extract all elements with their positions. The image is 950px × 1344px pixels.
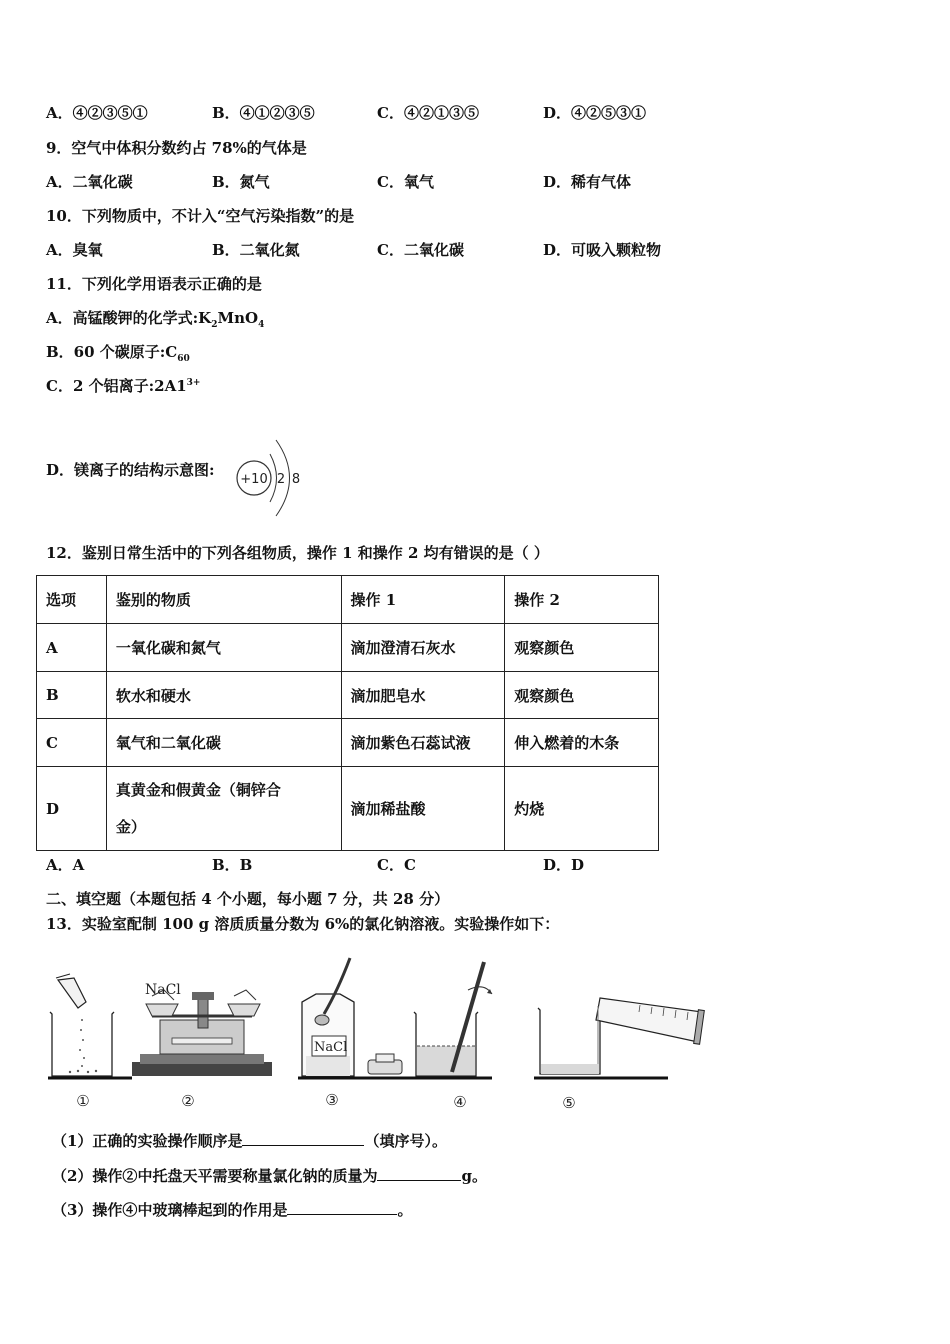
row-a-operation-1: 滴加澄清石灰水: [341, 624, 505, 672]
q13-sub3-answer-blank[interactable]: [287, 1200, 397, 1215]
q13-sub2-text: （2）操作②中托盘天平需要称量氯化钠的质量为: [52, 1167, 378, 1185]
row-c-operation-2: 伸入燃着的木条: [505, 719, 659, 767]
row-d-operation-2: 灼烧: [505, 767, 659, 851]
q12-option-b[interactable]: B．B: [212, 856, 253, 874]
shell-2-count: 8: [291, 472, 301, 487]
shell-1-count: 2: [276, 472, 286, 487]
q8-options: [46, 102, 686, 124]
row-a-option: A: [37, 624, 107, 672]
q11-option-b[interactable]: [46, 341, 190, 364]
bottle-nacl-label: NaCl: [314, 1040, 348, 1055]
q13-sub1-text: （1）正确的实验操作顺序是: [52, 1132, 243, 1150]
header-operation-1: 操作 1: [341, 576, 505, 624]
q13-sub2-answer-blank[interactable]: [377, 1166, 461, 1181]
row-d-operation-1: 滴加稀盐酸: [341, 767, 505, 851]
row-c-substance: 氧气和二氧化碳: [106, 719, 341, 767]
q11-stem: 11．下列化学用语表示正确的是: [46, 275, 262, 293]
figure-label-3: ③: [325, 1091, 339, 1109]
q11-c-text: C．2 个铝离子:2A1: [46, 377, 187, 395]
step5-pour-liquid: [534, 998, 704, 1078]
row-c-option: C: [37, 719, 107, 767]
q9-option-c[interactable]: C．氧气: [377, 173, 434, 191]
row-b-operation-1: 滴加肥皂水: [341, 672, 505, 719]
figure-label-5: ⑤: [562, 1094, 576, 1112]
mg-ion-structure-diagram: [230, 432, 310, 518]
q11-a-mid: MnO: [217, 309, 259, 327]
q9-stem: 9．空气中体积分数约占 78%的气体是: [46, 139, 307, 157]
q13-sub3-text: （3）操作④中玻璃棒起到的作用是: [52, 1201, 288, 1219]
q11-option-c[interactable]: [46, 375, 200, 396]
q11-c-sup: 3+: [186, 378, 201, 388]
q11-a-sub2: 4: [258, 320, 265, 330]
q12-stem: 12．鉴别日常生活中的下列各组物质，操作 1 和操作 2 均有错误的是（ ）: [46, 544, 549, 562]
q10-option-d[interactable]: D．可吸入颗粒物: [543, 241, 662, 259]
q10-option-c[interactable]: C．二氧化碳: [377, 241, 464, 259]
row-b-operation-2: 观察颜色: [505, 672, 659, 719]
q11-b-text: B．60 个碳原子:C: [46, 343, 178, 361]
q12-option-c[interactable]: C．C: [377, 856, 416, 874]
row-d-substance-line1: 真黄金和假黄金（铜锌合: [115, 780, 281, 799]
q8-option-a[interactable]: A．④②③⑤①: [46, 104, 148, 122]
q13-sub3-tail: 。: [397, 1201, 413, 1219]
balance-nacl-label: NaCl: [145, 982, 181, 998]
q13-sub1-answer-blank[interactable]: [242, 1131, 364, 1146]
row-c-operation-1: 滴加紫色石蕊试液: [341, 719, 505, 767]
figure-label-4: ④: [453, 1093, 467, 1111]
q13-sub2: [52, 1165, 487, 1186]
row-d-option: D: [37, 767, 107, 851]
q11-option-d[interactable]: [46, 459, 215, 480]
row-b-option: B: [37, 672, 107, 719]
figure-label-2: ②: [181, 1092, 195, 1110]
table-row: [37, 767, 659, 851]
q11-option-a[interactable]: [46, 307, 264, 330]
nucleus-charge: +10: [240, 472, 268, 487]
q8-option-c[interactable]: C．④②①③⑤: [377, 104, 479, 122]
q12-table: [36, 575, 659, 851]
q9-option-d[interactable]: D．稀有气体: [543, 173, 632, 191]
row-d-substance-line2: 金）: [115, 817, 146, 836]
row-a-substance: 一氧化碳和氮气: [106, 624, 341, 672]
q12-option-d[interactable]: D．D: [543, 856, 585, 874]
q8-option-b[interactable]: B．④①②③⑤: [212, 104, 315, 122]
q9-option-a[interactable]: A．二氧化碳: [46, 173, 133, 191]
q13-sub1-tail: （填序号）。: [364, 1132, 447, 1150]
row-b-substance: 软水和硬水: [106, 672, 341, 719]
q10-stem: 10．下列物质中，不计入“空气污染指数”的是: [46, 207, 355, 225]
q11-a-text: A．高锰酸钾的化学式:K: [46, 309, 212, 327]
figure-label-1: ①: [76, 1092, 90, 1110]
q13-sub1: [52, 1130, 447, 1151]
table-row: [37, 672, 659, 719]
table-header-row: [37, 576, 659, 624]
step1-pour-solid: [48, 974, 132, 1078]
q9-option-b[interactable]: B．氮气: [212, 173, 270, 191]
step2-balance: [132, 982, 272, 1076]
q11-b-sub: 60: [177, 354, 190, 364]
section-2-heading: 二、填空题（本题包括 4 个小题，每小题 7 分，共 28 分）: [46, 890, 450, 908]
q12-options: [46, 854, 686, 876]
q12-option-a[interactable]: A．A: [46, 856, 85, 874]
q13-sub3: [52, 1199, 412, 1220]
q10-options: [46, 239, 686, 261]
table-row: [37, 624, 659, 672]
q9-options: [46, 171, 686, 193]
header-operation-2: 操作 2: [505, 576, 659, 624]
table-row: [37, 719, 659, 767]
q8-option-d[interactable]: D．④②⑤③①: [543, 104, 647, 122]
q10-option-b[interactable]: B．二氧化氮: [212, 241, 300, 259]
step3-reagent-bottle: [298, 958, 410, 1078]
step4-stirring: [410, 962, 492, 1078]
q13-sub2-tail: g。: [461, 1167, 487, 1185]
q13-stem: 13．实验室配制 100 g 溶质质量分数为 6%的氯化钠溶液。实验操作如下：: [46, 915, 560, 933]
q13-experiment-figure: [40, 950, 720, 1120]
q11-a-sub1: 2: [211, 320, 218, 330]
q11-d-text: D．镁离子的结构示意图:: [46, 461, 215, 479]
row-d-substance: [106, 767, 341, 851]
header-option: 选项: [37, 576, 107, 624]
row-a-operation-2: 观察颜色: [505, 624, 659, 672]
q10-option-a[interactable]: A．臭氧: [46, 241, 103, 259]
header-substance: 鉴别的物质: [106, 576, 341, 624]
